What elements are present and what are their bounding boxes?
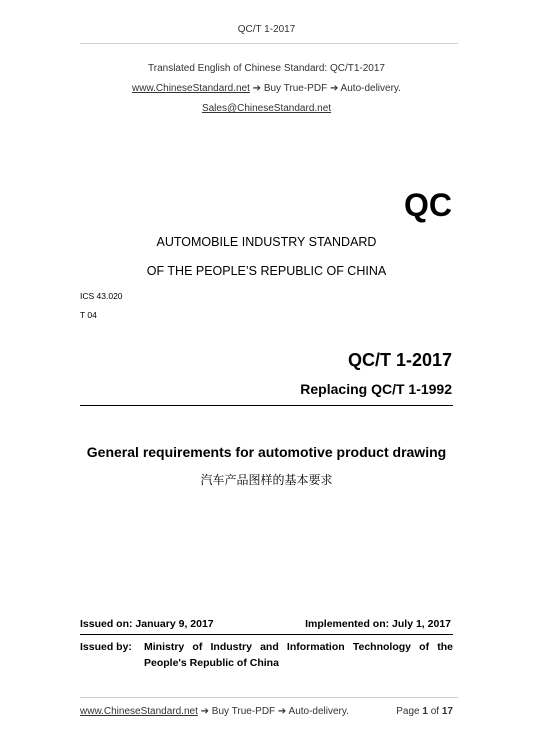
org-line-2: OF THE PEOPLE’S REPUBLIC OF CHINA [146,264,387,278]
issued-by-text: Ministry of Industry and Information Technology of the People's Republic of China [144,641,453,669]
ics-code: ICS 43.020 [80,291,123,301]
page-of: of [430,706,440,717]
title-divider [80,405,453,406]
page-label: Page [396,706,420,717]
dates-row [80,618,453,630]
standard-number: QC/T 1-2017 [347,350,452,370]
standard-brand-mark: QC [404,187,452,223]
email-line [0,103,533,114]
issued-by-label: Issued by: [80,641,132,653]
page-current: 1 [422,706,428,717]
org-line-1: AUTOMOBILE INDUSTRY STANDARD [156,235,377,249]
issued-on: Issued on: January 9, 2017 [80,618,214,630]
classification-code: T 04 [80,310,97,320]
page-total: 17 [441,706,453,717]
issued-divider [80,634,453,635]
header-divider [80,43,458,44]
implemented-on: Implemented on: July 1, 2017 [305,618,451,630]
replacing-standard: Replacing QC/T 1-1992 [300,381,452,397]
sales-email-link[interactable]: Sales@ChineseStandard.net [201,103,332,114]
site-link[interactable]: www.ChineseStandard.net [132,83,250,94]
purchase-line [0,83,533,94]
page-indicator [396,706,453,717]
buy-text: ➔ Buy True-PDF ➔ Auto-delivery. [249,83,401,94]
footer-site-link[interactable]: www.ChineseStandard.net [80,706,198,717]
footer [80,706,453,717]
footer-divider [80,697,458,698]
footer-buy-text: ➔ Buy True-PDF ➔ Auto-delivery. [197,706,349,717]
document-title-english: General requirements for automotive product drawing [86,444,447,460]
translation-notice: Translated English of Chinese Standard: QC/T1-2017 [148,63,385,74]
document-title-chinese: 汽车产品图样的基本要求 [200,473,333,487]
running-head: QC/T 1-2017 [237,24,296,35]
